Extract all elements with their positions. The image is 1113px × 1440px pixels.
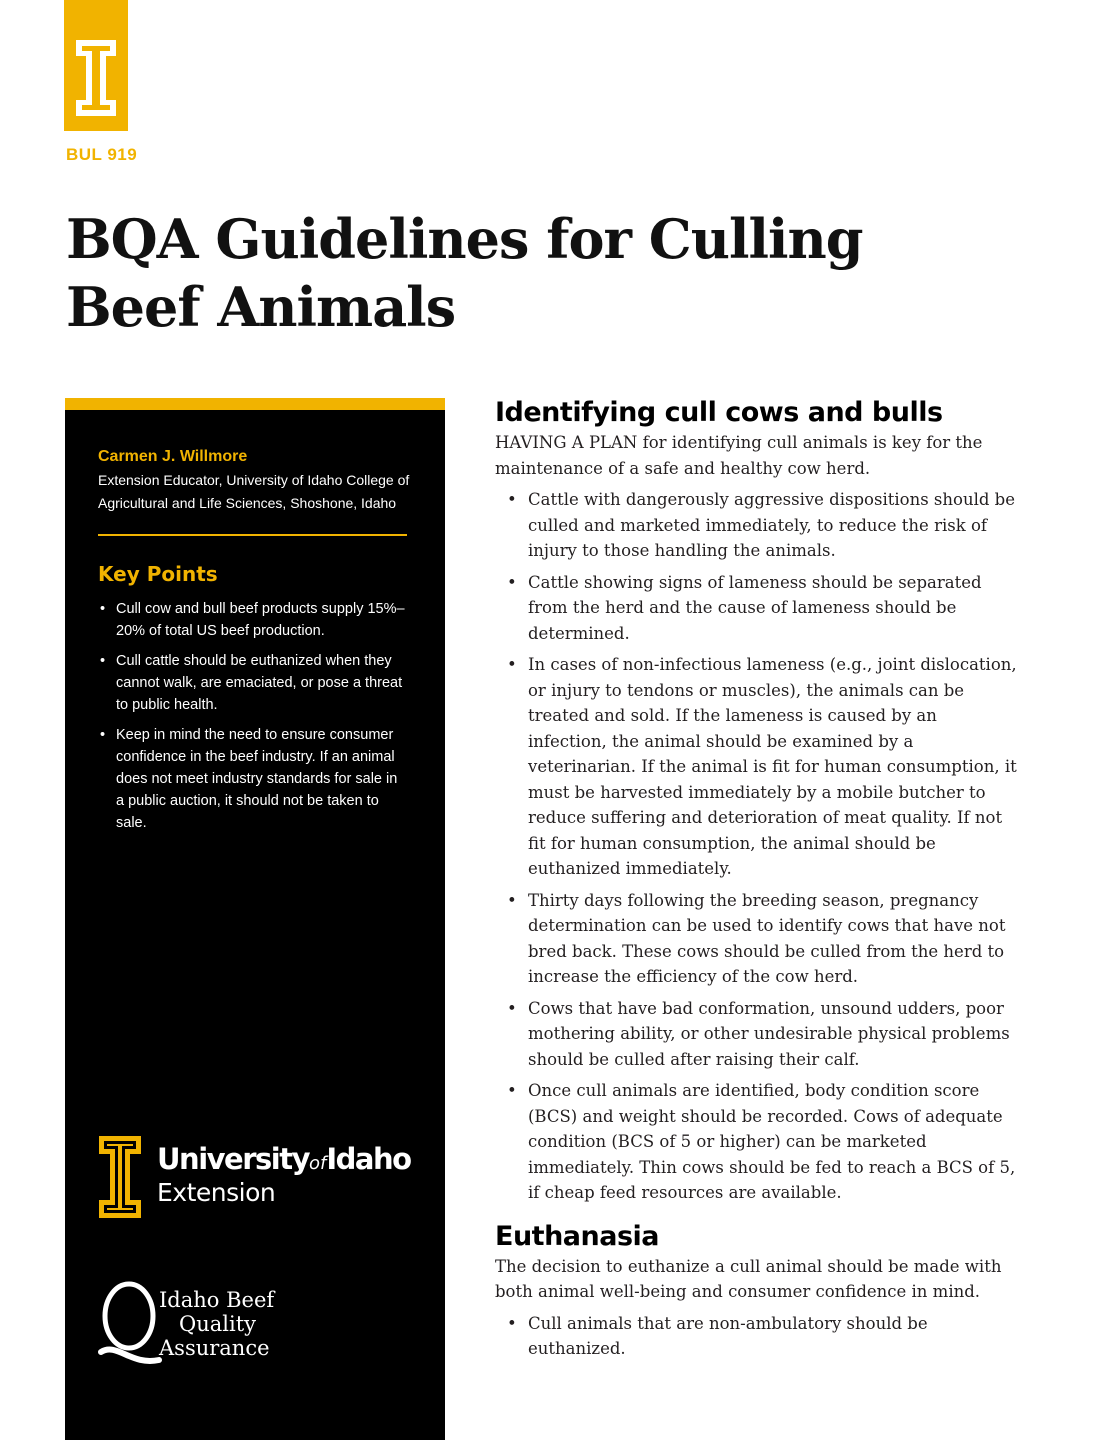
bulletin-number: BUL 919 bbox=[66, 145, 138, 164]
key-point: • Keep in mind the need to ensure consumer confidence in the beef industry. If an animal does not meet industry standards for sale in a public auction, it should not be taken to sale. bbox=[98, 724, 408, 834]
idaho-beef-quality-assurance-logo bbox=[97, 1278, 297, 1368]
sidebar-accent-bar bbox=[65, 398, 445, 410]
intro-lead-caps: HAVING A PLAN bbox=[495, 433, 638, 452]
logo-text-idaho: Idaho bbox=[326, 1142, 411, 1176]
section-heading-identifying: Identifying cull cows and bulls bbox=[495, 397, 943, 428]
list-item: • Cattle with dangerously aggressive dispositions should be culled and marketed immediately, to reduce the risk of injury to those handling the animals. bbox=[495, 487, 1020, 564]
title-line-2: Beef Animals bbox=[66, 275, 456, 339]
university-i-icon bbox=[97, 1134, 143, 1220]
bqa-line-3: Assurance bbox=[159, 1336, 270, 1360]
author-description: Extension Educator, University of Idaho College of Agricultural and Life Sciences, Shoshone, Idaho bbox=[98, 472, 410, 511]
divider bbox=[98, 534, 407, 536]
logo-text-of: of bbox=[308, 1153, 327, 1174]
bqa-q-icon bbox=[97, 1278, 167, 1368]
author-name: Carmen J. Willmore bbox=[98, 448, 248, 465]
key-point: • Cull cow and bull beef products supply 15%–20% of total US beef production. bbox=[98, 598, 408, 642]
author-block bbox=[98, 448, 418, 515]
page-title bbox=[66, 205, 863, 341]
logo-text-university: University bbox=[157, 1142, 309, 1176]
euthanasia-bullet-list bbox=[495, 1311, 1020, 1362]
list-item: • In cases of non-infectious lameness (e.g., joint dislocation, or injury to tendons or muscles), the animals can be treated and sold. If the lameness is caused by an infection, the animal should be examined by a veterinarian. If the animal is fit for human consumption, it must be harvested immediately by a mobile butcher to reduce suffering and deterioration of meat quality. If not fit for human consumption, the animal should be euthanized immediately. bbox=[495, 652, 1020, 882]
list-item: • Once cull animals are identified, body condition score (BCS) and weight should be recorded. Cows of adequate condition (BCS of 5 or higher) can be marketed immediately. Thin cows should be fed to reach a BCS of 5, if cheap feed resources are available. bbox=[495, 1078, 1020, 1206]
bqa-line-2: Quality bbox=[179, 1312, 256, 1336]
key-point: • Cull cattle should be euthanized when they cannot walk, are emaciated, or pose a threat to public health. bbox=[98, 650, 408, 716]
list-item: • Cull animals that are non-ambulatory should be euthanized. bbox=[495, 1311, 1020, 1362]
euthanasia-intro: The decision to euthanize a cull animal should be made with both animal well-being and consumer confidence in mind. bbox=[495, 1256, 1002, 1301]
sidebar bbox=[65, 398, 445, 1440]
list-item: • Cows that have bad conformation, unsound udders, poor mothering ability, or other undesirable physical problems should be culled after raising their calf. bbox=[495, 996, 1020, 1073]
intro-rest: for identifying cull animals is key for the maintenance of a safe and healthy cow herd. bbox=[495, 433, 983, 478]
university-name bbox=[157, 1142, 411, 1176]
identifying-bullet-list bbox=[495, 487, 1020, 1206]
university-i-logo bbox=[64, 0, 128, 131]
university-of-idaho-extension-logo bbox=[97, 1134, 417, 1224]
key-points-list bbox=[98, 598, 408, 842]
key-points-heading: Key Points bbox=[98, 562, 218, 586]
list-item: • Thirty days following the breeding season, pregnancy determination can be used to identify cows that have not bred back. These cows should be culled from the herd to increase the efficiency of the cow herd. bbox=[495, 888, 1020, 990]
bqa-line-1: Idaho Beef bbox=[159, 1288, 275, 1312]
title-line-1: BQA Guidelines for Culling bbox=[66, 207, 863, 271]
bqa-text bbox=[159, 1288, 274, 1360]
section-intro bbox=[495, 430, 1020, 481]
logo-text-extension: Extension bbox=[157, 1178, 276, 1207]
main-content bbox=[495, 396, 1020, 1368]
list-item: • Cattle showing signs of lameness should be separated from the herd and the cause of lameness should be determined. bbox=[495, 570, 1020, 647]
section-heading-euthanasia: Euthanasia bbox=[495, 1220, 660, 1252]
